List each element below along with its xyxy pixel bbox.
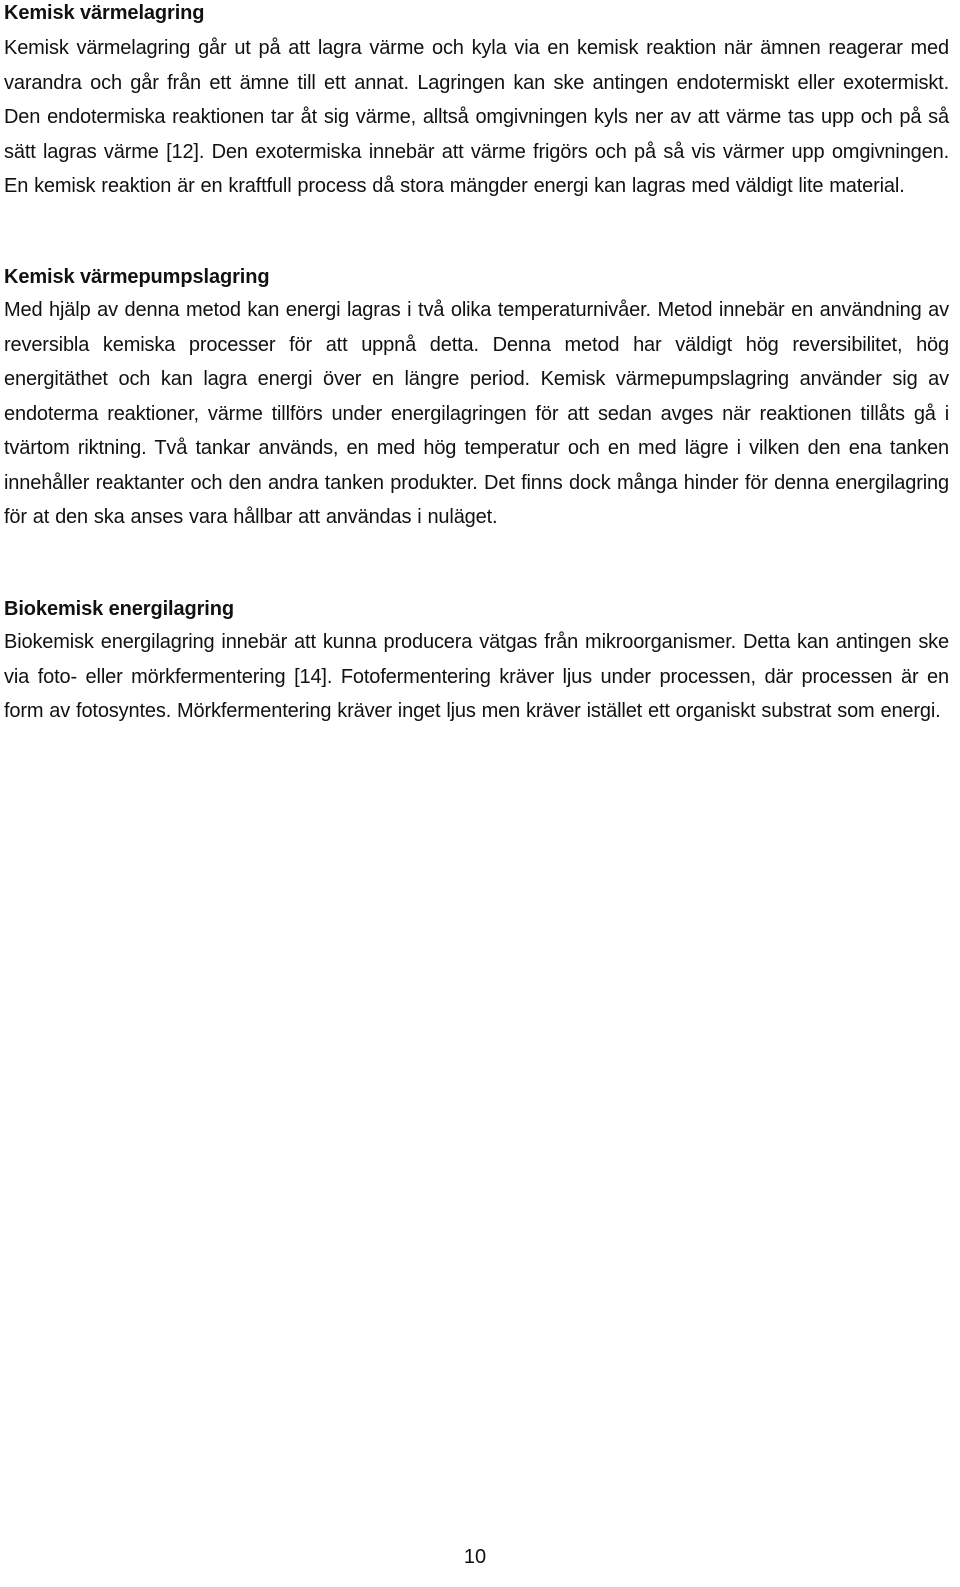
section-heading: Kemisk värmelagring xyxy=(4,2,205,24)
section-paragraph: Med hjälp av denna metod kan energi lagras i två olika temperaturnivåer. Metod innebär en användning av reversibla kemiska processer för att uppnå detta. Denna metod har väldigt hög reversibilitet, hög energitäthet och kan lagra energi över en längre period. Kemisk värmepumpslagring använder sig av endoterma reaktioner, värme tillförs under energilagringen för att sedan avges när reaktionen tillåts gå i tvärtom riktning. Två tankar används, en med hög temperatur och en med lägre i vilken den ena tanken innehåller reaktanter och den andra tanken produkter. Det finns dock många hinder för denna energilagring för at den ska anses vara hållbar att användas i nuläget. xyxy=(4,299,949,528)
section-paragraph: Kemisk värmelagring går ut på att lagra värme och kyla via en kemisk reaktion när ämnen reagerar med varandra och går från ett ämne till ett annat. Lagringen kan ske antingen endotermiskt eller exotermiskt. Den endotermiska reaktionen tar åt sig värme, alltså omgivningen kyls ner av att värme tas upp och på så sätt lagras värme [12]. Den exotermiska innebär att värme frigörs och på så vis värmer upp omgivningen. En kemisk reaktion är en kraftfull process då stora mängder energi kan lagras med väldigt lite material. xyxy=(4,37,949,197)
section-kemisk-varmepumpslagring xyxy=(4,264,949,535)
section-paragraph: Biokemisk energilagring innebär att kunna producera vätgas från mikroorganismer. Detta kan antingen ske via foto- eller mörkfermentering [14]. Fotofermentering kräver ljus under processen, där processen är en form av fotosyntes. Mörkfermentering kräver inget ljus men kräver istället ett organiskt substrat som energi. xyxy=(4,631,949,722)
page-number: 10 xyxy=(463,1546,487,1568)
section-kemisk-varmelagring xyxy=(4,0,949,204)
section-biokemisk-energilagring xyxy=(4,596,949,729)
section-heading: Biokemisk energilagring xyxy=(4,598,234,620)
section-heading: Kemisk värmepumpslagring xyxy=(4,266,270,288)
